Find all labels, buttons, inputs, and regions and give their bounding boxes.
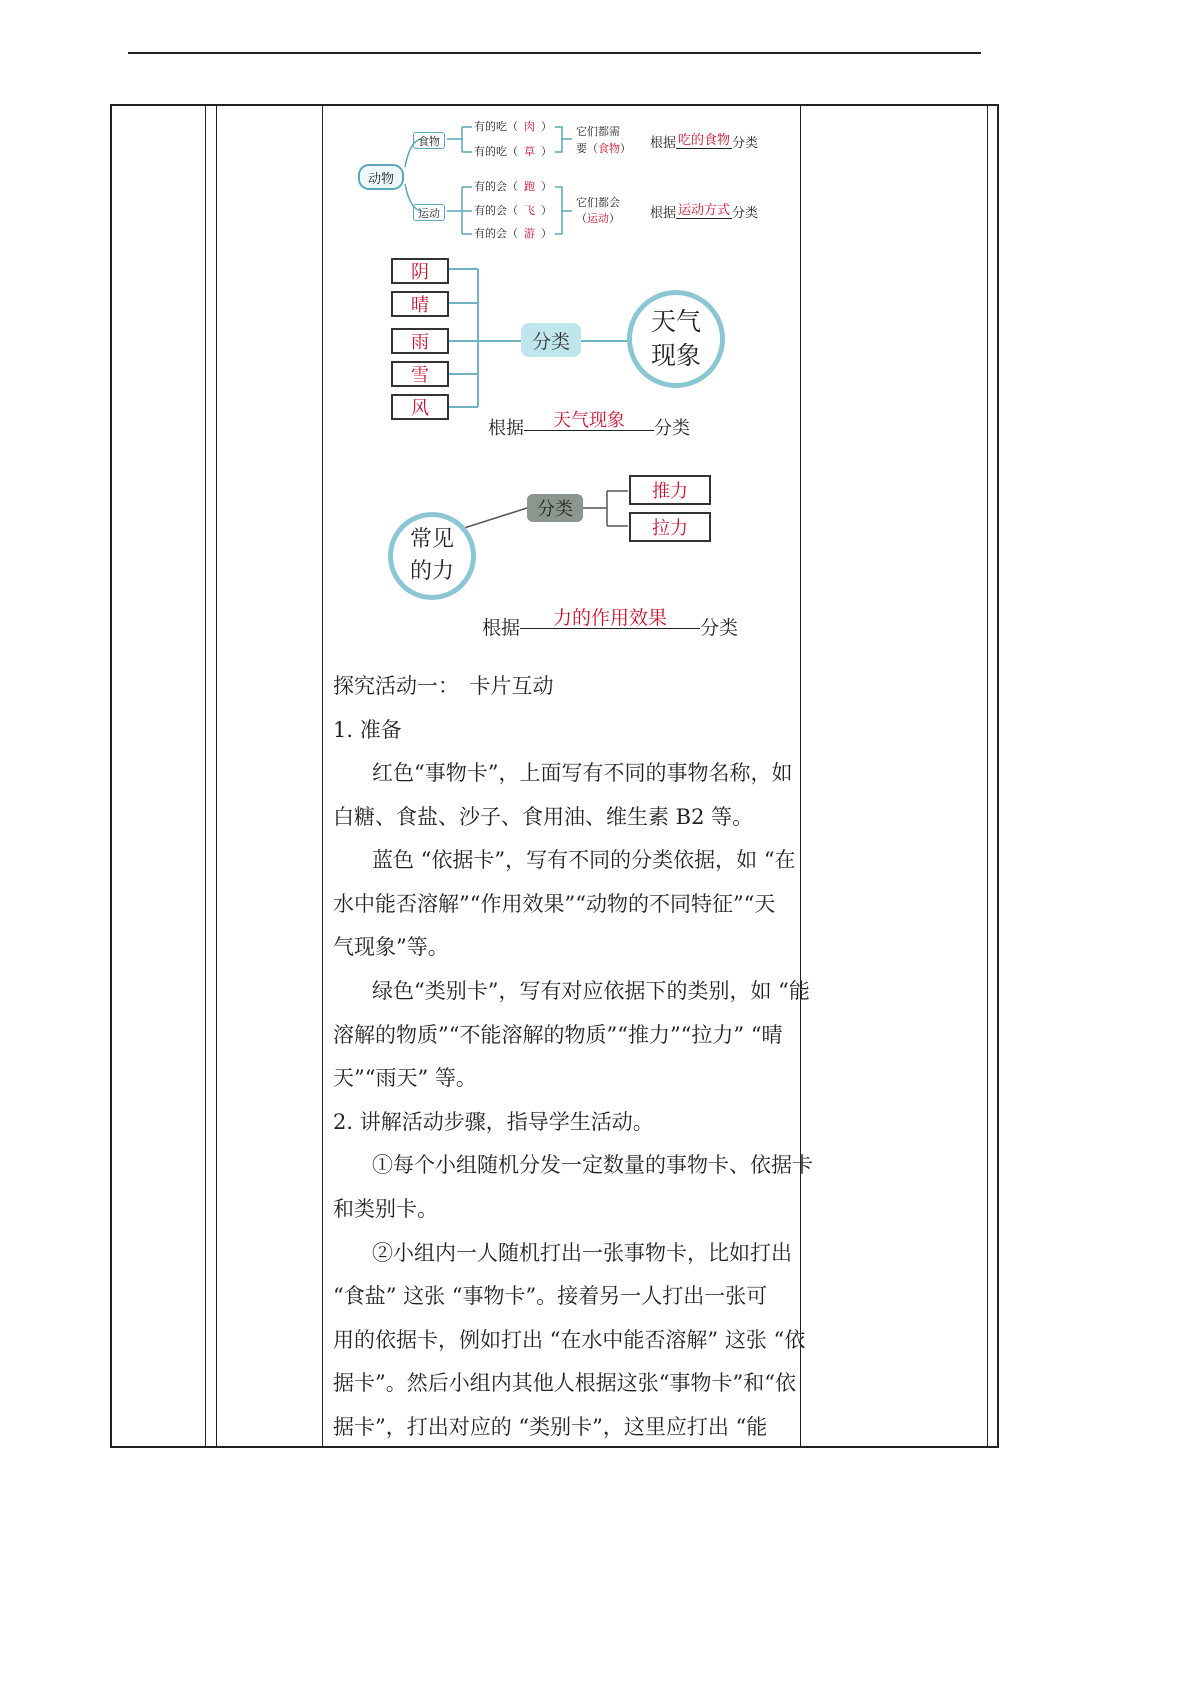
- paragraph-blue-card-l1: 蓝色 “依据卡”，写有不同的分类依据，如 “在: [372, 848, 796, 872]
- weather-item-sunny: 晴: [391, 291, 449, 317]
- paragraph-red-card-l1: 红色“事物卡”，上面写有不同的事物名称，如: [372, 761, 793, 785]
- paragraph-step-a-l1: ①每个小组随机分发一定数量的事物卡、依据卡: [372, 1153, 813, 1177]
- weather-basis: 根据 天气现象 分类: [488, 410, 690, 439]
- weather-center-bubble: 天气 现象: [627, 290, 725, 388]
- paragraph-step-b-l2: “食盐” 这张 “事物卡”。接着另一人打出一张可: [333, 1284, 768, 1308]
- paragraph-green-card-l3: 天”“雨天” 等。: [333, 1066, 477, 1090]
- force-classify-label: 分类: [527, 494, 583, 522]
- food-item-meat: 有的吃（ 肉 ）: [474, 120, 552, 133]
- food-item-grass: 有的吃（ 草 ）: [474, 145, 552, 158]
- header-rule: [128, 52, 981, 54]
- basis-move: 根据 运动方式 分类: [650, 203, 759, 221]
- weather-item-rain: 雨: [391, 328, 449, 354]
- paragraph-step-b-l1: ②小组内一人随机打出一张事物卡，比如打出: [372, 1241, 792, 1265]
- weather-item-snow: 雪: [391, 361, 449, 387]
- move-item-fly: 有的会（ 飞 ）: [474, 204, 552, 217]
- paragraph-step-b-l3: 用的依据卡，例如打出 “在水中能否溶解” 这张 “依: [333, 1328, 806, 1352]
- move-need-line2: （运动）: [576, 212, 620, 225]
- paragraph-step-b-l4: 据卡”。然后小组内其他人根据这张“事物卡”和“依: [333, 1371, 796, 1395]
- step-2-heading: 2. 讲解活动步骤，指导学生活动。: [333, 1110, 654, 1134]
- weather-item-cloudy: 阴: [391, 258, 449, 284]
- force-item-pull: 拉力: [629, 512, 711, 542]
- weather-classify-label: 分类: [521, 323, 581, 357]
- paragraph-blue-card-l3: 气现象”等。: [333, 935, 449, 959]
- move-item-swim: 有的会（ 游 ）: [474, 227, 552, 240]
- force-center-bubble: 常见 的力: [388, 512, 476, 600]
- basis-food: 根据 吃的食物 分类: [650, 133, 759, 151]
- food-need-line2: 要（食物）: [576, 142, 631, 155]
- force-item-push: 推力: [629, 475, 711, 505]
- paragraph-green-card-l1: 绿色“类别卡”，写有对应依据下的类别，如 “能: [372, 979, 810, 1003]
- force-basis: 根据 力的作用效果 分类: [482, 607, 739, 639]
- activity-title: 探究活动一： 卡片互动: [333, 674, 554, 698]
- paragraph-red-card-l2: 白糖、食盐、沙子、食用油、维生素 B2 等。: [333, 805, 754, 829]
- paragraph-step-a-l2: 和类别卡。: [333, 1197, 438, 1221]
- move-branch-box: 运动: [413, 204, 445, 221]
- move-item-run: 有的会（ 跑 ）: [474, 180, 552, 193]
- food-need-line1: 它们都需: [576, 125, 620, 138]
- animal-root-label: 动物: [367, 171, 394, 187]
- paragraph-blue-card-l2: 水中能否溶解”“作用效果”“动物的不同特征”“天: [333, 892, 776, 916]
- paragraph-step-b-l5: 据卡”，打出对应的 “类别卡”，这里应打出 “能: [333, 1415, 768, 1439]
- weather-item-wind: 风: [391, 394, 449, 420]
- step-1-heading: 1. 准备: [333, 718, 402, 742]
- food-branch-box: 食物: [413, 132, 445, 149]
- paragraph-green-card-l2: 溶解的物质”“不能溶解的物质”“推力”“拉力” “晴: [333, 1023, 783, 1047]
- animal-root-bubble: [358, 164, 404, 190]
- move-need-line1: 它们都会: [576, 196, 620, 209]
